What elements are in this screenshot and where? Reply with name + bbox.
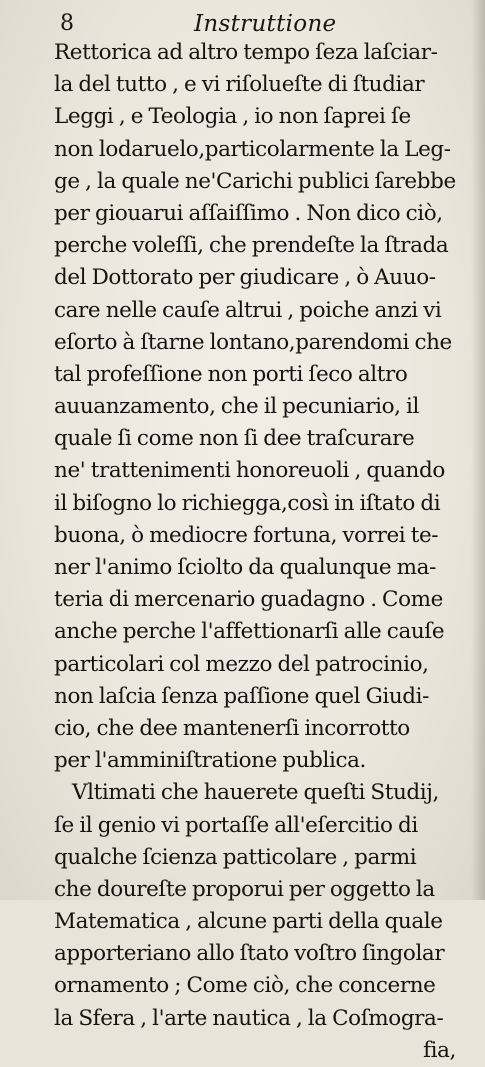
text-line: Leggi , e Teologia , io non ſaprei ſe	[54, 104, 411, 130]
text-line: tal profeſſione non porti ſeco altro	[54, 361, 408, 387]
text-line: per giouarui aſſaiſſimo . Non dico ciò,	[54, 200, 443, 226]
text-line: perche voleſſi, che prendeſte la ſtrada	[54, 233, 449, 259]
text-line: eſorto à ſtarne lontano,parendomi che	[54, 329, 452, 355]
text-line: apporteriano allo ſtato voſtro ſingolar	[54, 941, 445, 967]
running-head: Instruttione	[194, 11, 337, 37]
text-line: non lodaruelo,particolarmente la Leg-	[54, 136, 451, 162]
text-line: quale ſi come non ſi dee traſcurare	[54, 426, 415, 452]
text-line: care nelle cauſe altrui , poiche anzi vi	[54, 297, 442, 323]
text-line: particolari col mezzo del patrocinio,	[54, 651, 429, 677]
text-line: ornamento ; Come ciò, che concerne	[54, 973, 436, 999]
text-line: ner l'animo ſciolto da qualunque ma-	[54, 555, 436, 580]
text-line: che doureſte proporui per oggetto la	[54, 876, 435, 902]
text-line: la del tutto , e vi riſolueſte di ſtudiar	[54, 72, 425, 98]
text-line: teria di mercenario guadagno . Come	[54, 587, 443, 613]
text-line: buona, ò mediocre fortuna, vorrei te-	[54, 522, 439, 548]
text-line: qualche ſcienza patticolare , parmi	[54, 844, 417, 870]
body-text	[54, 37, 484, 1067]
text-line: Matematica , alcune parti della quale	[54, 909, 443, 935]
catchword: fia,	[423, 1037, 456, 1063]
text-line: il biſogno lo richiegga,così in iſtato di	[54, 490, 441, 516]
text-line: ge , la quale ne'Carichi publici ſarebbe	[54, 168, 456, 194]
text-line: cio, che dee mantenerſi incorrotto	[54, 715, 410, 741]
text-line: Rettorica ad altro tempo ſeza laſciar-	[54, 40, 438, 65]
page-number: 8	[60, 11, 74, 36]
paragraph-start-line: Vltimati che hauerete queſti Studij,	[72, 780, 439, 806]
text-line: ne' trattenimenti honoreuoli , quando	[54, 458, 445, 484]
page-header	[60, 10, 480, 38]
text-line: anche perche l'affettionarſi alle cauſe	[54, 619, 445, 645]
text-line: auuanzamento, che il pecuniario, il	[54, 394, 420, 420]
text-line: ſe il genio vi portaſſe all'eſercitio di	[54, 812, 418, 838]
text-line: non laſcia ſenza paſſione quel Giudi-	[54, 683, 429, 709]
text-line: la Sfera , l'arte nautica , la Coſmogra-	[54, 1005, 444, 1031]
text-line: del Dottorato per giudicare , ò Auuo-	[54, 265, 436, 291]
text-line: per l'amminiſtratione publica.	[54, 748, 366, 774]
